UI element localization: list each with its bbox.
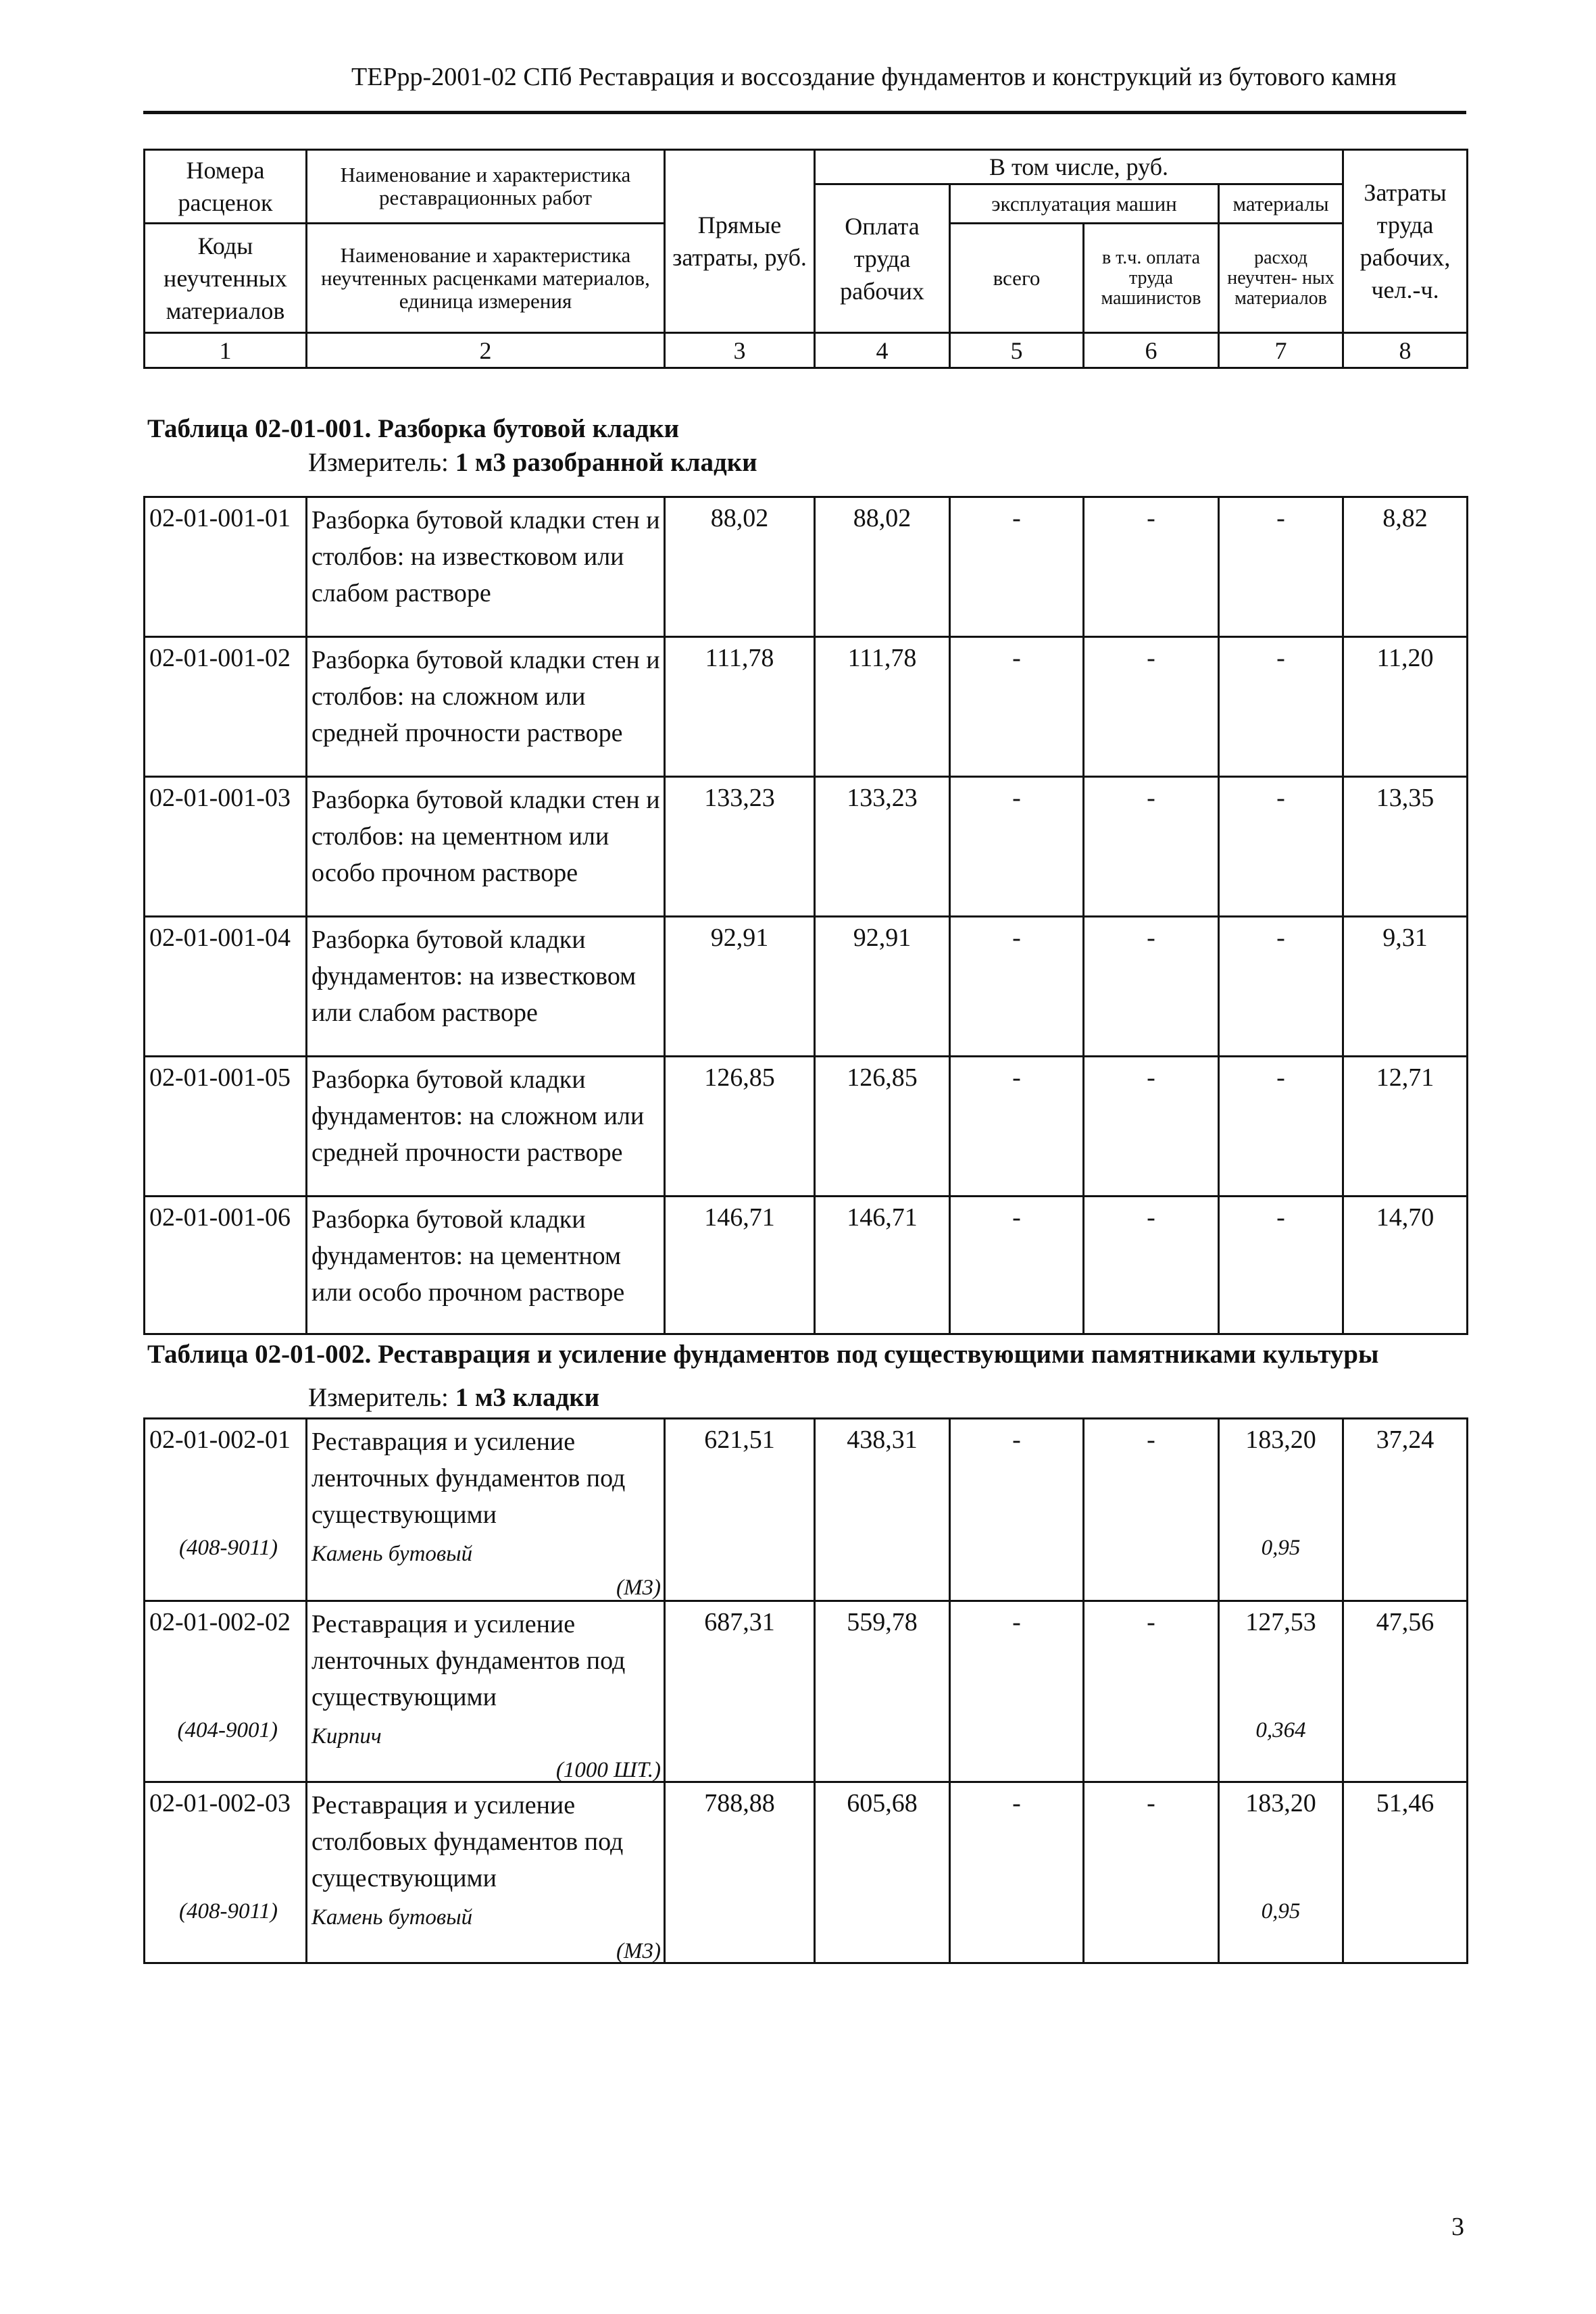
material-quantity: 0,95: [1261, 1899, 1301, 1923]
table-row: [145, 497, 1468, 637]
header-num-3: 3: [665, 333, 815, 368]
header-num-1: 1: [145, 333, 307, 368]
operator-wage: -: [1084, 1057, 1219, 1197]
header-direct-costs: Прямые затраты, руб.: [665, 150, 815, 333]
table-row: [145, 1197, 1468, 1334]
materials: 127,53: [1245, 1608, 1316, 1636]
labor-hours: 37,24: [1343, 1419, 1468, 1601]
labor-hours: 11,20: [1343, 637, 1468, 777]
material-name: Камень бутовый: [311, 1905, 473, 1930]
header-including: В том числе, руб.: [815, 150, 1343, 184]
wage: 133,23: [815, 777, 950, 917]
materials: 183,20: [1245, 1789, 1316, 1817]
header-rule: [143, 111, 1466, 114]
rate-code: 02-01-001-01: [145, 497, 307, 637]
work-name-cell: [307, 1782, 665, 1963]
header-work-name: Наименование и характеристика реставрационных работ: [307, 150, 665, 224]
work-name: Разборка бутовой кладки стен и столбов: на известковом или слабом растворе: [307, 497, 665, 637]
header-material-name: Наименование и характеристика неучтенных расценками материалов, единица измерения: [307, 224, 665, 333]
materials-cell: [1219, 1419, 1343, 1601]
table-row: [145, 1782, 1468, 1963]
table-row: [145, 1057, 1468, 1197]
machines-total: -: [950, 1057, 1084, 1197]
work-name: Разборка бутовой кладки стен и столбов: на сложном или средней прочности растворе: [307, 637, 665, 777]
materials: -: [1219, 637, 1343, 777]
work-name-cell: [307, 1419, 665, 1601]
rate-code-cell: [145, 1782, 307, 1963]
direct-costs: 88,02: [665, 497, 815, 637]
materials: -: [1219, 1197, 1343, 1334]
material-name: Камень бутовый: [311, 1542, 473, 1566]
header-unaccounted-codes: Коды неучтенных материалов: [145, 224, 307, 333]
table1: [143, 496, 1468, 1335]
wage: 88,02: [815, 497, 950, 637]
operator-wage: -: [1084, 1197, 1219, 1334]
rate-code: 02-01-002-02: [149, 1608, 291, 1636]
work-name: Разборка бутовой кладки стен и столбов: на цементном или особо прочном растворе: [307, 777, 665, 917]
header-material-consumption: расход неучтен- ных материалов: [1219, 224, 1343, 333]
table-row: [145, 1419, 1468, 1601]
wage: 146,71: [815, 1197, 950, 1334]
table-row: [145, 1601, 1468, 1782]
materials: -: [1219, 917, 1343, 1057]
materials-cell: [1219, 1782, 1343, 1963]
operator-wage: -: [1084, 1601, 1219, 1782]
header-num-8: 8: [1343, 333, 1468, 368]
table-row: [145, 917, 1468, 1057]
table2-title: Таблица 02-01-002. Реставрация и усиление фундаментов под существующими памятниками культуры: [147, 1340, 1379, 1369]
material-name: Кирпич: [311, 1724, 382, 1749]
operator-wage: -: [1084, 637, 1219, 777]
machines-total: -: [950, 637, 1084, 777]
header-materials: материалы: [1219, 184, 1343, 224]
operator-wage: -: [1084, 777, 1219, 917]
labor-hours: 12,71: [1343, 1057, 1468, 1197]
labor-hours: 9,31: [1343, 917, 1468, 1057]
table-row: [145, 777, 1468, 917]
materials: -: [1219, 497, 1343, 637]
header-num-4: 4: [815, 333, 950, 368]
direct-costs: 788,88: [665, 1782, 815, 1963]
wage: 438,31: [815, 1419, 950, 1601]
machines-total: -: [950, 1419, 1084, 1601]
direct-costs: 687,31: [665, 1601, 815, 1782]
operator-wage: -: [1084, 1782, 1219, 1963]
rate-code: 02-01-002-03: [149, 1789, 291, 1817]
material-code: (408-9011): [178, 1536, 278, 1560]
header-rate-numbers: Номера расценок: [145, 150, 307, 224]
direct-costs: 621,51: [665, 1419, 815, 1601]
operator-wage: -: [1084, 1419, 1219, 1601]
rate-code: 02-01-001-06: [145, 1197, 307, 1334]
labor-hours: 8,82: [1343, 497, 1468, 637]
work-name: Реставрация и усиление ленточных фундаментов под существующими: [311, 1428, 626, 1529]
material-unit: (М3): [616, 1576, 661, 1600]
operator-wage: -: [1084, 917, 1219, 1057]
materials-cell: [1219, 1601, 1343, 1782]
wage: 605,68: [815, 1782, 950, 1963]
machines-total: -: [950, 1782, 1084, 1963]
machines-total: -: [950, 777, 1084, 917]
labor-hours: 14,70: [1343, 1197, 1468, 1334]
header-num-7: 7: [1219, 333, 1343, 368]
material-unit: (1000 ШТ.): [555, 1758, 661, 1782]
direct-costs: 133,23: [665, 777, 815, 917]
material-quantity: 0,95: [1261, 1536, 1301, 1560]
labor-hours: 51,46: [1343, 1782, 1468, 1963]
work-name: Разборка бутовой кладки фундаментов: на известковом или слабом растворе: [307, 917, 665, 1057]
material-quantity: 0,364: [1255, 1718, 1306, 1742]
header-machines-total: всего: [950, 224, 1084, 333]
rate-code-cell: [145, 1419, 307, 1601]
header-machines: эксплуатация машин: [950, 184, 1219, 224]
table2-measure: [308, 1382, 599, 1413]
header-num-2: 2: [307, 333, 665, 368]
header-num-6: 6: [1084, 333, 1219, 368]
rate-code: 02-01-001-03: [145, 777, 307, 917]
direct-costs: 146,71: [665, 1197, 815, 1334]
table2: [143, 1417, 1468, 1964]
operator-wage: -: [1084, 497, 1219, 637]
machines-total: -: [950, 1601, 1084, 1782]
wage: 559,78: [815, 1601, 950, 1782]
table-row: [145, 637, 1468, 777]
header-num-5: 5: [950, 333, 1084, 368]
rate-code: 02-01-002-01: [149, 1426, 291, 1454]
direct-costs: 126,85: [665, 1057, 815, 1197]
materials: -: [1219, 1057, 1343, 1197]
rate-code: 02-01-001-04: [145, 917, 307, 1057]
direct-costs: 111,78: [665, 637, 815, 777]
work-name-cell: [307, 1601, 665, 1782]
table2-measure-unit: 1 м3 кладки: [455, 1383, 600, 1412]
direct-costs: 92,91: [665, 917, 815, 1057]
table1-measure-unit: 1 м3 разобранной кладки: [455, 448, 757, 477]
material-code: (408-9011): [178, 1899, 278, 1923]
labor-hours: 47,56: [1343, 1601, 1468, 1782]
header-labor-hours: Затраты труда рабочих, чел.-ч.: [1343, 150, 1468, 333]
table1-measure-label: Измеритель:: [308, 448, 449, 477]
materials: -: [1219, 777, 1343, 917]
machines-total: -: [950, 497, 1084, 637]
machines-total: -: [950, 1197, 1084, 1334]
work-name: Разборка бутовой кладки фундаментов: на цементном или особо прочном растворе: [307, 1197, 665, 1334]
table1-title: Таблица 02-01-001. Разборка бутовой кладки: [147, 414, 680, 443]
work-name: Разборка бутовой кладки фундаментов: на сложном или средней прочности растворе: [307, 1057, 665, 1197]
column-header-table: [143, 149, 1468, 369]
work-name: Реставрация и усиление столбовых фундаментов под существующими: [311, 1791, 624, 1892]
material-unit: (М3): [616, 1939, 661, 1963]
header-operator-wage: в т.ч. оплата труда машинистов: [1084, 224, 1219, 333]
wage: 126,85: [815, 1057, 950, 1197]
rate-code: 02-01-001-05: [145, 1057, 307, 1197]
materials: 183,20: [1245, 1426, 1316, 1454]
labor-hours: 13,35: [1343, 777, 1468, 917]
rate-code: 02-01-001-02: [145, 637, 307, 777]
wage: 111,78: [815, 637, 950, 777]
running-header: ТЕРрр-2001-02 СПб Реставрация и воссоздание фундаментов и конструкций из бутового камня: [351, 63, 1397, 91]
work-name: Реставрация и усиление ленточных фундаментов под существующими: [311, 1610, 626, 1711]
rate-code-cell: [145, 1601, 307, 1782]
table2-measure-label: Измеритель:: [308, 1383, 449, 1412]
header-wage: Оплата труда рабочих: [815, 184, 950, 333]
material-code: (404-9001): [177, 1718, 278, 1742]
machines-total: -: [950, 917, 1084, 1057]
wage: 92,91: [815, 917, 950, 1057]
table1-measure: [308, 447, 757, 478]
page-number: 3: [1451, 2213, 1464, 2241]
